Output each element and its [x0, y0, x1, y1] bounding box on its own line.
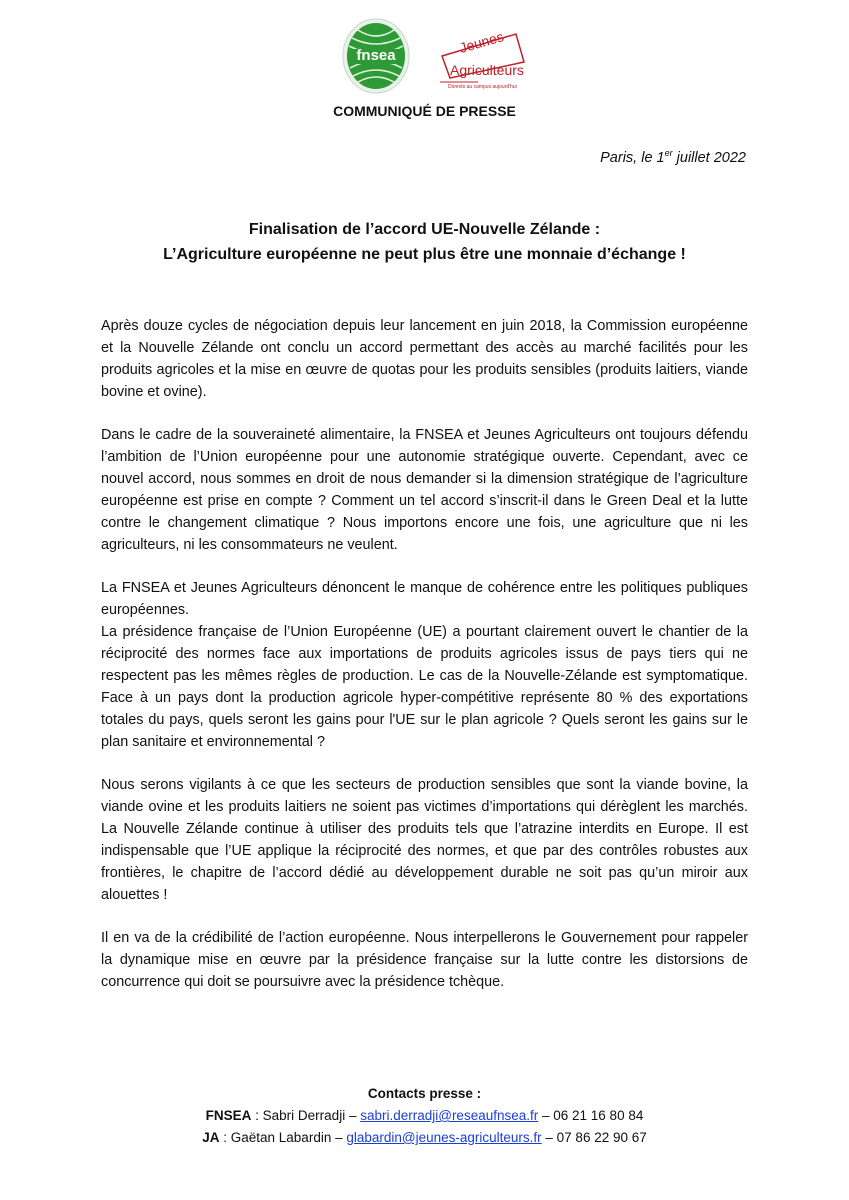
contacts-header: Contacts presse :	[367, 1086, 482, 1101]
press-contacts	[0, 1083, 849, 1149]
paragraph: Dans le cadre de la souveraineté alimentaire, la FNSEA et Jeunes Agriculteurs ont toujours défendu l’ambition de l’Union européenne pour une autonomie stratégique ouverte. Cependant, avec ce nouvel accord, nous sommes en droit de nous demander si la dimension stratégique de l’agriculture européenne est prise en compte ? Comment un tel accord s’inscrit-il dans le Green Deal et la lutte contre le changement climatique ? Nous importons encore une fois, une agriculture que ni les agriculteurs, ni les consommateurs ne veulent.	[101, 427, 748, 553]
ja-logo	[438, 28, 528, 98]
document-date	[600, 148, 746, 166]
paragraph: Il en va de la crédibilité de l’action européenne. Nous interpellerons le Gouvernement pour rappeler la dynamique mise en œuvre par la présidence française sur la lutte contre les distorsions de concurrence qui doit se poursuivre avec la présidence tchèque.	[101, 930, 748, 990]
ja-logo-tagline: Donnés au campus aujourd'hui	[448, 84, 517, 90]
date-sup: er	[664, 148, 673, 158]
paragraph: Nous serons vigilants à ce que les secteurs de production sensibles que sont la viande bovine, la viande ovine et les produits laitiers ne soient pas victimes d’importations qui dérèglent les marchés. La Nouvelle Zélande continue à utiliser des produits tels que l’atrazine interdits en Europe. Il est indispensable que l’UE applique la réciprocité des normes, et que par des contrôles robustes aux frontières, le chapitre de l’accord dédié au développement durable ne soit pas qu’un miroir aux alouettes !	[101, 777, 748, 903]
title-line-2: L’Agriculture européenne ne peut plus être une monnaie d’échange !	[163, 246, 686, 263]
contact-org: FNSEA	[205, 1108, 252, 1123]
contact-fnsea	[0, 1105, 849, 1127]
contact-ja	[0, 1127, 849, 1149]
contact-email-link[interactable]: sabri.derradji@reseaufnsea.fr	[360, 1108, 539, 1123]
contact-email-link[interactable]: glabardin@jeunes-agriculteurs.fr	[346, 1130, 542, 1145]
contact-sep: : Gaëtan Labardin –	[219, 1130, 347, 1145]
date-suffix: juillet 2022	[672, 149, 746, 166]
paragraph: La présidence française de l’Union Européenne (UE) a pourtant clairement ouvert le chantier de la réciprocité des normes face aux importations de produits agricoles issus de pays tiers qui ne respectent pas les mêmes règles de production. Le cas de la Nouvelle-Zélande est symptomatique. Face à un pays dont la production agricole hyper-compétitive représente 80 % des exportations totales du pays, quels seront les gains pour l'UE sur le plan agricole ? Quels seront les gains sur le plan sanitaire et environnemental ?	[101, 624, 748, 750]
document-title	[0, 217, 849, 267]
document-heading: COMMUNIQUÉ DE PRESSE	[333, 103, 516, 119]
fnsea-logo-text: fnsea	[356, 47, 396, 64]
contact-phone: – 06 21 16 80 84	[538, 1108, 644, 1123]
title-line-1: Finalisation de l’accord UE-Nouvelle Zélande :	[248, 221, 601, 238]
contact-org: JA	[202, 1130, 220, 1145]
date-prefix: Paris, le 1	[600, 149, 665, 166]
logo-bar	[0, 16, 849, 96]
contact-sep: : Sabri Derradji –	[251, 1108, 361, 1123]
fnsea-logo	[340, 16, 412, 96]
ja-logo-line1: Jeunes	[457, 28, 506, 56]
paragraph: La FNSEA et Jeunes Agriculteurs dénoncent le manque de cohérence entre les politiques publiques européennes.	[101, 580, 748, 618]
ja-logo-line2: Agriculteurs	[450, 62, 524, 78]
document-body	[101, 315, 748, 1014]
contact-phone: – 07 86 22 90 67	[541, 1130, 647, 1145]
paragraph: Après douze cycles de négociation depuis leur lancement en juin 2018, la Commission européenne et la Nouvelle Zélande ont conclu un accord permettant des accès au marché facilités pour les produits agricoles et la mise en œuvre de quotas pour les produits sensibles (produits laitiers, viande bovine et ovine).	[101, 318, 748, 400]
